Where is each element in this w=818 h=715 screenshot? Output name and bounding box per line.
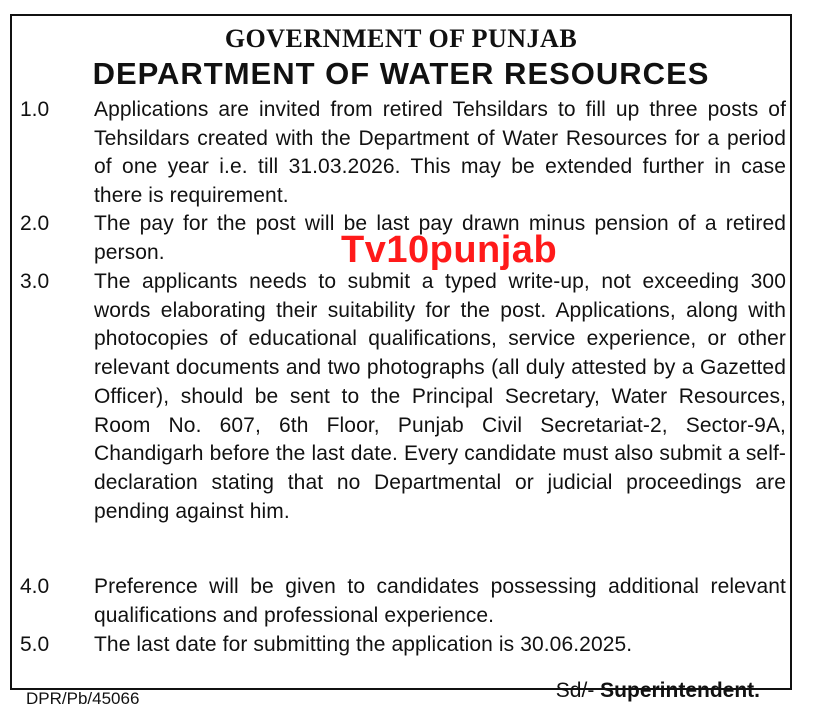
signature-title: Superintendent. [600,679,760,702]
item-text: Preference will be given to candidates possessing additional relevant qualifications and professional experience. [94,575,786,627]
item-number: 5.0 [20,633,50,656]
signature [556,678,760,704]
government-heading: GOVERNMENT OF PUNJAB [224,24,578,53]
item-number: 1.0 [20,98,50,121]
department-heading: DEPARTMENT OF WATER RESOURCES [92,56,710,91]
item-text: Applications are invited from retired Tehsildars to fill up three posts of Tehsildars created with the Department of Water Resources for a period of one year i.e. till 31.03.2026. This may be extended further in case there is requirement. [94,98,786,208]
item-number: 4.0 [20,575,50,598]
item-number: 3.0 [20,270,50,293]
item-text: The applicants needs to submit a typed write-up, not exceeding 300 words elaborating their suitability for the post. Applications, along with photocopies of educational qualifications, service experience, or other relevant documents and two photographs (all duly attested by a Gazetted Officer), should be sent to the Principal Secretary, Water Resources, Room No. 607, 6th Floor, Punjab Civil Secretariat-2, Sector-9A, Chandigarh before the last date. Every candidate must also submit a self-declaration stating that no Departmental or judicial proceedings are pending against him. [94,270,786,523]
dpr-reference: DPR/Pb/45066 [26,689,140,708]
signature-prefix: Sd/- [555,679,595,702]
notice-frame [10,14,792,708]
watermark: Tv10punjab [341,229,558,271]
item-text: The last date for submitting the application is 30.06.2025. [94,633,633,656]
item-number: 2.0 [20,212,50,235]
item-text: The pay for the post will be last pay drawn minus pension of a retired person. [94,212,786,264]
